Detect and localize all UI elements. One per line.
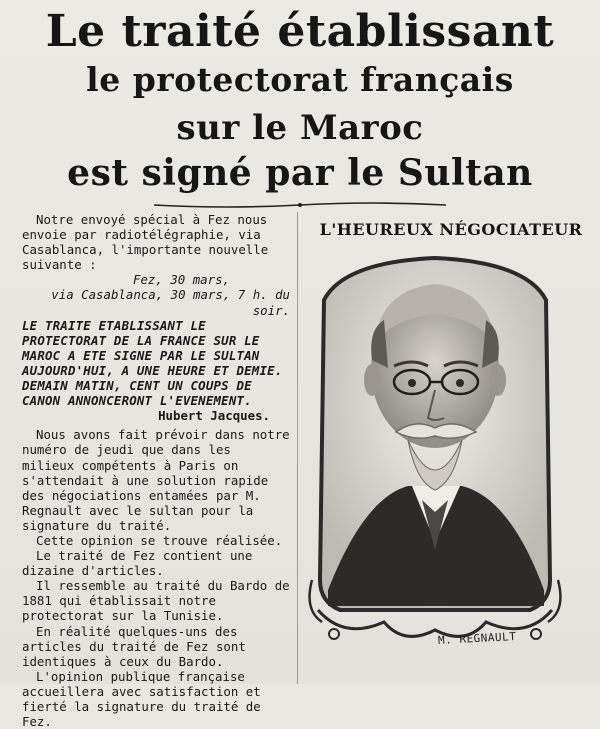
article-intro: Notre envoyé spécial à Fez nous envoie par radiotélégraphie, via Casablanca, l'importante nouvelle suivante : — [22, 212, 269, 273]
headline-line-2: le protectorat français — [86, 60, 514, 99]
headline-line-4: est signé par le Sultan — [67, 152, 533, 194]
dispatch-text-2: DEMAIN MATIN, CENT UN COUPS DE CANON ANNONCERONT L'EVENEMENT. — [22, 378, 252, 409]
article-paragraph-6: L'opinion publique française accueillera avec satisfaction et fierté la signature du traité de Fez. — [22, 668, 261, 729]
dateline-city: Fez, 30 mars, — [133, 272, 230, 288]
sidebar-title: L'HEUREUX NÉGOCIATEUR — [319, 220, 583, 239]
article-column — [22, 212, 290, 729]
article-paragraph-5: En réalité quelques-uns des articles du traité de Fez sont identiques à ceux du Bardo. — [22, 623, 246, 669]
article-paragraph-1: Nous avons fait prévoir dans notre numéro de jeudi que dans les milieux compétents à Paris on s'attendait à une solution rapide des négociations entamées par M. Regnault avec le sultan pour la signature du traité. — [22, 427, 290, 533]
article-paragraph-3: Le traité de Fez contient une dizaine d'articles. — [22, 548, 253, 579]
portrait-caption: M. REGNAULT — [437, 629, 517, 648]
headline-line-1: Le traité établissant — [45, 6, 555, 57]
article-paragraph-2: Cette opinion se trouve réalisée. — [36, 532, 283, 548]
dateline-route: via Casablanca, 30 mars, 7 h. du soir. — [51, 287, 290, 318]
headline-line-3: sur le Maroc — [176, 108, 424, 148]
byline-signature: Hubert Jacques. — [158, 408, 270, 424]
portrait-illustration — [304, 250, 566, 654]
column-divider — [297, 212, 298, 684]
article-paragraph-4: Il ressemble au traité du Bardo de 1881 qui établissait notre protectorat sur la Tunisie. — [22, 578, 290, 624]
headline-divider — [152, 200, 448, 210]
dispatch-text-1: LE TRAITE ETABLISSANT LE PROTECTORAT DE LA FRANCE SUR LE MAROC A ETE SIGNE PAR LE SULTAN AUJOURD'HUI, A UNE HEURE ET DEMIE. — [22, 317, 283, 378]
